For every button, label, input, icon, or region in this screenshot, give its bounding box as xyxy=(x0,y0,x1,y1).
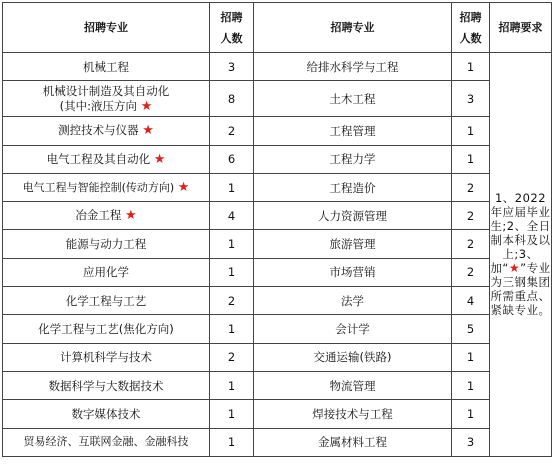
star-icon: ★ xyxy=(153,151,166,167)
count-right: 1 xyxy=(452,145,490,173)
count-left: 1 xyxy=(210,230,254,258)
table-row xyxy=(3,230,552,258)
count-right: 3 xyxy=(452,428,490,456)
count-right: 3 xyxy=(452,81,490,117)
count-right: 1 xyxy=(452,343,490,371)
count-left: 6 xyxy=(210,145,254,173)
table-row xyxy=(3,400,552,428)
count-left: 3 xyxy=(210,53,254,81)
header-count-left: 招聘 人数 xyxy=(210,3,254,53)
major-right: 法学 xyxy=(254,287,452,315)
table-row xyxy=(3,258,552,286)
major-right: 工程力学 xyxy=(254,145,452,173)
major-right: 焊接技术与工程 xyxy=(254,400,452,428)
count-right: 4 xyxy=(452,287,490,315)
count-left: 2 xyxy=(210,287,254,315)
header-requirements: 招聘要求 xyxy=(490,3,552,53)
major-right: 工程管理 xyxy=(254,117,452,145)
star-icon: ★ xyxy=(125,208,137,224)
major-right: 交通运输(铁路) xyxy=(254,343,452,371)
major-right: 旅游管理 xyxy=(254,230,452,258)
major-left: 应用化学 xyxy=(3,258,210,286)
count-left: 2 xyxy=(210,343,254,371)
major-left: 化学工程与工艺 xyxy=(3,287,210,315)
major-left: 计算机科学与技术 xyxy=(3,343,210,371)
table-row xyxy=(3,145,552,173)
count-left: 1 xyxy=(210,371,254,399)
count-right: 2 xyxy=(452,258,490,286)
major-left: 测控技术与仪器 ★ xyxy=(3,117,210,145)
recruitment-table xyxy=(2,2,552,457)
table-row xyxy=(3,287,552,315)
count-right: 1 xyxy=(452,371,490,399)
major-left: 数据科学与大数据技术 xyxy=(3,371,210,399)
count-left: 1 xyxy=(210,173,254,201)
count-right: 5 xyxy=(452,315,490,343)
table-row xyxy=(3,202,552,230)
count-left: 1 xyxy=(210,315,254,343)
count-right: 2 xyxy=(452,230,490,258)
header-count-right: 招聘 人数 xyxy=(452,3,490,53)
table-row xyxy=(3,371,552,399)
major-right: 金属材料工程 xyxy=(254,428,452,456)
major-right: 工程造价 xyxy=(254,173,452,201)
header-major-left: 招聘专业 xyxy=(3,3,210,53)
major-left: 机械工程 xyxy=(3,53,210,81)
count-left: 1 xyxy=(210,428,254,456)
table-row xyxy=(3,53,552,81)
major-left: 电气工程与智能控制(传动方向) ★ xyxy=(3,173,210,201)
count-left: 4 xyxy=(210,202,254,230)
count-right: 1 xyxy=(452,53,490,81)
star-icon: ★ xyxy=(140,98,153,114)
major-right: 人力资源管理 xyxy=(254,202,452,230)
major-left: 电气工程及其自动化 ★ xyxy=(3,145,210,173)
star-icon: ★ xyxy=(508,261,521,276)
major-left: 冶金工程 ★ xyxy=(3,202,210,230)
count-right: 2 xyxy=(452,173,490,201)
count-right: 2 xyxy=(452,202,490,230)
count-left: 1 xyxy=(210,258,254,286)
count-left: 2 xyxy=(210,117,254,145)
major-left: 数字媒体技术 xyxy=(3,400,210,428)
table-row xyxy=(3,81,552,117)
major-left: 能源与动力工程 xyxy=(3,230,210,258)
major-left: 贸易经济、互联网金融、金融科技 xyxy=(3,428,210,456)
table-row xyxy=(3,428,552,456)
count-left: 1 xyxy=(210,400,254,428)
major-right: 给排水科学与工程 xyxy=(254,53,452,81)
count-left: 8 xyxy=(210,81,254,117)
requirements-text-before: 1、2022年应届毕业生;2、全日制本科及以上;3、加“ xyxy=(490,191,551,276)
count-right: 1 xyxy=(452,117,490,145)
table-row xyxy=(3,173,552,201)
requirements-text-after: ”专业为三钢集团所需重点、紧缺专业。 xyxy=(490,261,551,318)
major-right: 土木工程 xyxy=(254,81,452,117)
table-row xyxy=(3,343,552,371)
table-row xyxy=(3,117,552,145)
major-left: 化学工程与工艺(焦化方向) xyxy=(3,315,210,343)
major-right: 市场营销 xyxy=(254,258,452,286)
table-row xyxy=(3,315,552,343)
count-right: 1 xyxy=(452,400,490,428)
major-left: 机械设计制造及其自动化 (其中:液压方向 ★ xyxy=(3,81,210,117)
major-right: 会计学 xyxy=(254,315,452,343)
major-right: 物流管理 xyxy=(254,371,452,399)
requirements-cell xyxy=(490,53,552,457)
star-icon: ★ xyxy=(177,179,190,195)
table-header-row xyxy=(3,3,552,53)
star-icon: ★ xyxy=(142,123,154,139)
header-major-right: 招聘专业 xyxy=(254,3,452,53)
